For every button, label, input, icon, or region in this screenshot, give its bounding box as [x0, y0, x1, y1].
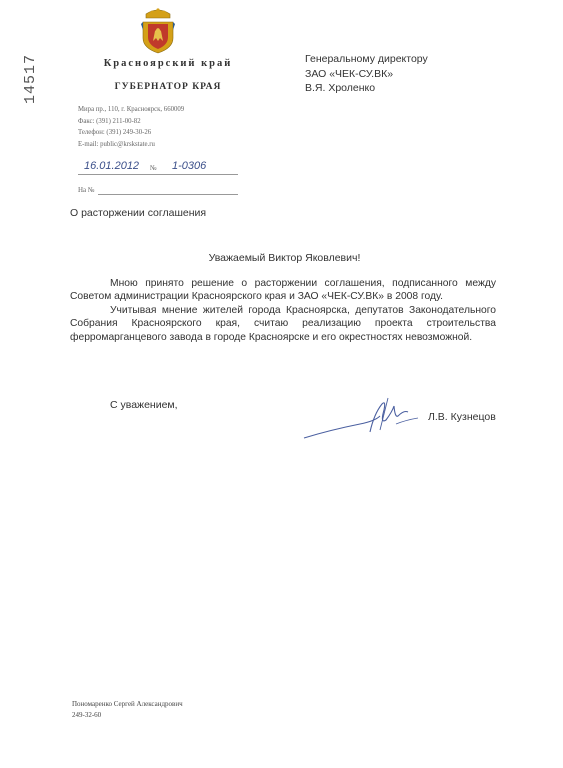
contact-fax: Факс: (391) 211-00-82 [78, 117, 141, 125]
registration-date: 16.01.2012 [84, 160, 140, 172]
addressee-block [305, 52, 505, 96]
letter-greeting: Уважаемый Виктор Яковлевич! [208, 252, 361, 264]
contact-block [78, 104, 268, 150]
executor-name: Пономаренко Сергей Александрович [72, 700, 183, 708]
body-paragraph-2: Учитывая мнение жителей города Красноярска, депутатов Законодательного Собрания Красноярского края, считаю реализацию проекта строительства ферромарганцевого завода в городе Красноярске и его окрестностях невозможной. [70, 304, 496, 343]
registration-number-label: № [150, 164, 157, 172]
coat-of-arms-icon [140, 8, 176, 54]
contact-address: Мира пр., 110, г. Красноярск, 660009 [78, 106, 185, 113]
executor-block [72, 699, 183, 720]
body-paragraph-1: Мною принято решение о расторжении соглашения, подписанного между Советом администрации Красноярского края и ЗАО «ЧЕК-СУ.ВК» в 2008 году. [70, 278, 496, 303]
registration-line [78, 160, 238, 176]
registration-underline [78, 174, 238, 175]
handwritten-signature-icon [300, 394, 425, 444]
vertical-registration-number: 14517 [22, 53, 39, 104]
contact-phone: Телефон: (391) 249-30-26 [78, 129, 152, 136]
contact-email: E-mail: public@krskstate.ru [78, 140, 155, 148]
governor-title: ГУБЕРНАТОР КРАЯ [114, 82, 222, 92]
reference-label: На № [78, 186, 95, 194]
letter-subject: О расторжении соглашения [70, 207, 207, 219]
registration-number: 1-0306 [172, 160, 207, 172]
region-name: Красноярский край [103, 58, 233, 69]
addressee-company: ЗАО «ЧЕК-СУ.ВК» [305, 67, 394, 80]
reference-underline [98, 194, 238, 195]
executor-phone: 249-32-60 [72, 710, 102, 719]
reference-line [78, 186, 243, 196]
signer-name: Л.В. Кузнецов [428, 411, 496, 423]
addressee-position: Генеральному директору [305, 53, 428, 65]
letter-closing: С уважением, [110, 399, 178, 411]
addressee-name: В.Я. Хроленко [305, 82, 376, 94]
letter-body [70, 277, 496, 344]
